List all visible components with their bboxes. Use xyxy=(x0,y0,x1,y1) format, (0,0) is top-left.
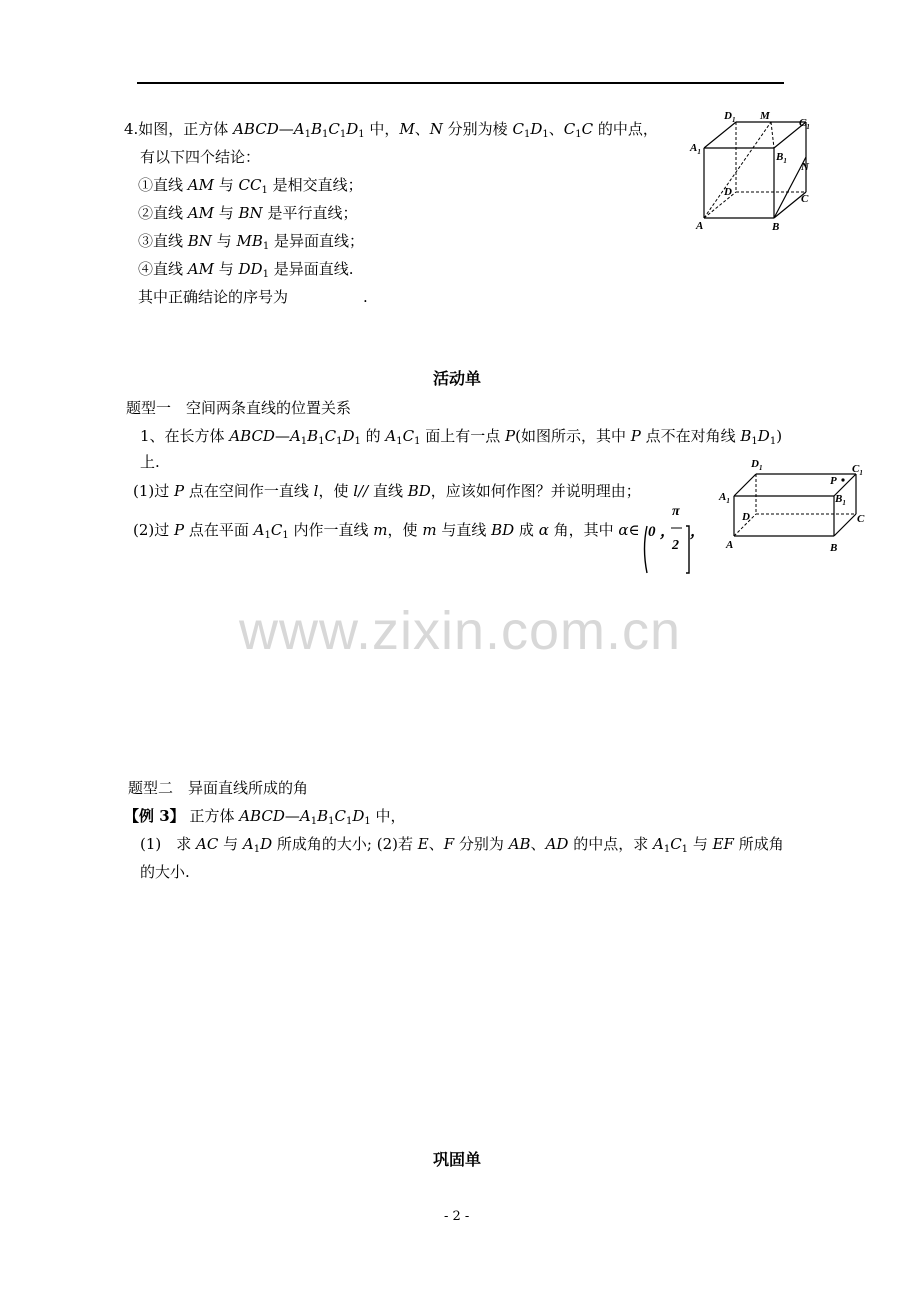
label-D1: $D_1$ xyxy=(751,458,763,472)
example-3-question: (1) 求 AC 与 $A_1D$ 所成角的大小; (2)若 E、F 分别为 AB、AD 的中点，求 $A_1C_1$ 与 EF 所成角 xyxy=(140,835,784,855)
type1-problem: 1、在长方体 $ABCD—A_1B_1C_1D_1$ 的 $A_1C_1$ 面上有一点 P(如图所示，其中 P 点不在对角线 $B_1D_1$) xyxy=(140,427,783,447)
watermark: www.zixin.com.cn xyxy=(238,601,682,661)
label-N: N xyxy=(801,161,809,173)
label-B: B xyxy=(772,221,780,233)
q4-conclusion-1: ①直线 AM 与 $CC_1$ 是相交直线； xyxy=(138,176,363,196)
label-B1: $B_1$ xyxy=(835,493,846,507)
label-A1: $A_1$ xyxy=(719,491,730,505)
interval-expression xyxy=(638,498,706,578)
label-A: A xyxy=(696,220,704,232)
type2-heading: 题型二 异面直线所成的角 xyxy=(128,779,309,797)
close-bracket xyxy=(686,526,689,573)
type1-question-2: (2)过 P 点在平面 $A_1C_1$ 内作一直线 m，使 m 与直线 BD 成 α 角，其中 α∈ xyxy=(133,521,640,541)
interval-end: ， xyxy=(690,524,706,540)
interval-pi: π xyxy=(672,504,680,519)
interval-comma: ， xyxy=(660,524,676,540)
label-C1: $C_1$ xyxy=(799,117,810,131)
page-number: - 2 - xyxy=(444,1209,470,1224)
open-paren xyxy=(645,526,648,573)
q4-line2: 有以下四个结论： xyxy=(140,148,261,166)
q4-ask: 其中正确结论的序号为 . xyxy=(138,288,368,306)
label-B: B xyxy=(830,542,838,554)
consolidate-title: 巩固单 xyxy=(433,1150,482,1169)
answer-blank xyxy=(288,288,363,306)
label-D: D xyxy=(742,511,750,523)
type1-heading: 题型一 空间两条直线的位置关系 xyxy=(126,399,352,417)
label-D: D xyxy=(724,186,732,198)
example-3: 【例 3】 正方体 $ABCD—A_1B_1C_1D_1$ 中， xyxy=(124,807,406,827)
label-B1: $B_1$ xyxy=(776,151,787,165)
q4-conclusion-4: ④直线 AM 与 $DD_1$ 是异面直线. xyxy=(138,260,354,280)
cuboid-figure xyxy=(718,456,870,556)
header-rule xyxy=(137,82,784,84)
label-M: M xyxy=(760,110,770,122)
example-tag: 【例 3】 xyxy=(124,807,185,825)
q4-conclusion-2: ②直线 AM 与 BN 是平行直线； xyxy=(138,204,358,222)
type1-problem-cont: 上. xyxy=(140,453,160,471)
activity-title: 活动单 xyxy=(433,369,482,388)
q4-conclusion-3: ③直线 BN 与 $MB_1$ 是异面直线； xyxy=(138,232,365,252)
label-C: C xyxy=(857,513,865,525)
example-3-question-cont: 的大小. xyxy=(140,863,190,881)
interval-two: 2 xyxy=(672,538,679,553)
label-A: A xyxy=(726,539,734,551)
label-C: C xyxy=(801,193,809,205)
interval-zero: 0 xyxy=(648,524,656,540)
type1-question-1: (1)过 P 点在空间作一直线 l，使 l// 直线 BD，应该如何作图？并说明理由； xyxy=(133,482,641,500)
point-P xyxy=(841,478,844,481)
label-D1: $D_1$ xyxy=(724,110,736,124)
label-C1: $C_1$ xyxy=(852,463,863,477)
cube-figure xyxy=(690,108,820,234)
label-A1: $A_1$ xyxy=(690,142,701,156)
q4-line1: 4.如图，正方体 $ABCD—A_1B_1C_1D_1$ 中，M、N 分别为棱 $C_1D_1$、$C_1C$ 的中点， xyxy=(124,120,658,140)
label-P: P xyxy=(830,475,837,487)
